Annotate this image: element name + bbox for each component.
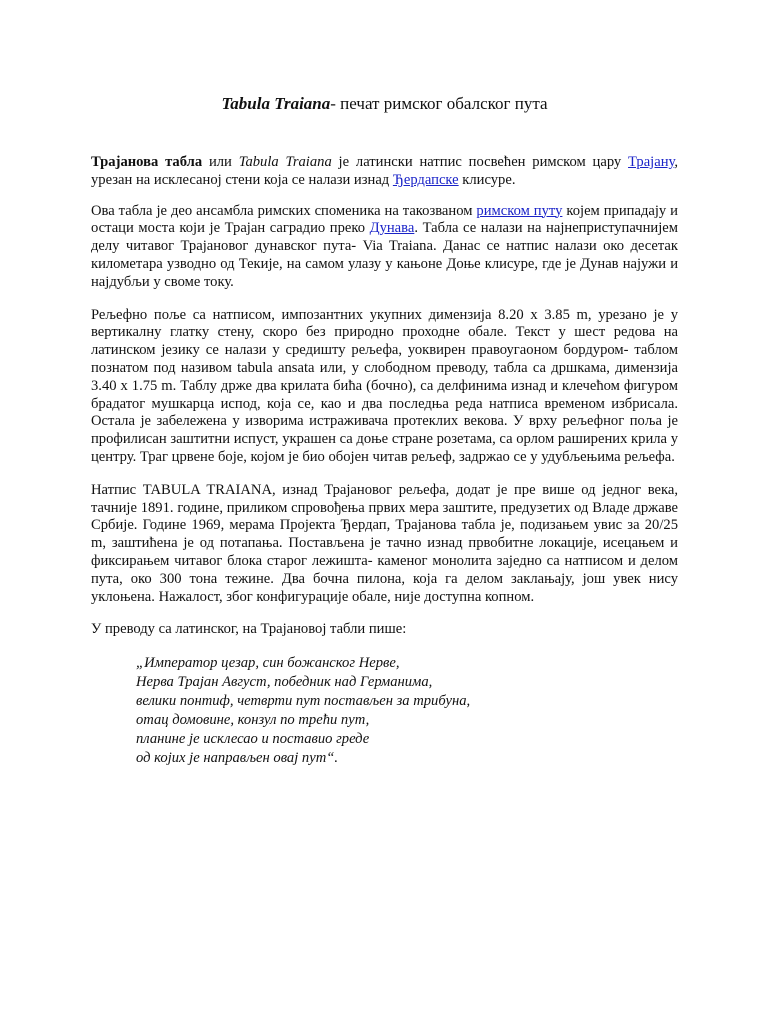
paragraph-inscription: Натпис TABULA TRAIANA, изнад Трајановог рељефа, додат је пре више од једног века, тачније 1891. године, приликом спровођења првих мера заштите, предузетих од Владе државе Србије. Године 1969, мерама Пројекта Ђердап, Трајанова табла је, подизањем увис за 20/25 m, заштићена је од потапања. Постављена је тачно изнад првобитне локације, исецањем и фиксирањем читавог блока старог лежишта- каменог монолита заједно са натписом и делом пута, око 300 тона тежине. Два бочна пилона, која га делом заклањају, још увек нису уклоњена. Нажалост, због конфигурације обале, није доступна копном. (91, 481, 678, 605)
paragraph-intro (91, 154, 678, 190)
intro-text-2: је латински натпис посвећен римском цару (331, 154, 629, 170)
verse-line: Нерва Трајан Август, победник над Германима, (136, 674, 433, 691)
title-rest: - печат римског обалског пута (330, 94, 548, 113)
intro-text-3: , урезан на исклесаној стени која се налази изнад (91, 154, 679, 188)
ensemble-text-2: којем припадају и остаци моста који је Трајан саградио преко (91, 202, 678, 237)
verse-line: велики понтиф, четврти пут постављен за трибуна, (136, 693, 471, 710)
title-italic: Tabula Traiana (221, 94, 331, 113)
verse-line: планине је исклесао и поставио греде (136, 731, 370, 748)
ensemble-text-1: Ова табла је део ансамбла римских споменика на такозваном (91, 202, 477, 219)
ensemble-text-3: . Табла се налази на најнеприступачнијем делу читавог Трајановог дунавског пута- Via Traiana. Данас се натпис налази око десетак километара узводно од Текије, на самом улазу у кањоне Доње клисуре, где је Дунав најужи и најдубљи у своме току. (91, 220, 678, 290)
link-djerdap[interactable]: Ђердапске (392, 171, 459, 188)
intro-text-1: или (202, 154, 239, 170)
paragraph-translation-intro: У преводу са латинског, на Трајановој табли пише: (91, 621, 407, 638)
link-trajan[interactable]: Трајану (628, 154, 675, 170)
document-title (91, 92, 678, 116)
translation-verse (136, 654, 678, 768)
intro-text-4: клисуре. (458, 171, 516, 188)
paragraph-relief: Рељефно поље са натписом, импозантних укупних димензија 8.20 x 3.85 m, урезано је у вертикалну глатку стену, скоро без природно проходне обале. Текст у шест редова на латинском језику се налази у средишту рељефа, уоквирен правоугаоном бордуром- таблом познатом под називом tabula ansata или, у слободном преводу, табла са дршкама, димензија 3.40 x 1.75 m. Таблу држе два крилата бића (бочно), са делфинима изнад и клечећом фигуром брадатог мушкарца испод, која се, као и два последња реда натписа временом избрисала. Остала је забележена у изворима истраживача протеклих векова. У врху рељефног поља је профилисан заштитни испуст, украшен са доње стране розетама, са орлом раширених крила у центру. Траг црвене боје, којом је био обојен читав рељеф, задржао се у удубљењима рељефа. (91, 306, 678, 465)
verse-line: отац домовине, конзул по трећи пут, (136, 712, 370, 729)
paragraph-ensemble (91, 203, 678, 292)
link-danube[interactable]: Дунава (369, 220, 415, 237)
link-roman-road[interactable]: римском путу (476, 202, 563, 219)
intro-italic-term: Tabula Traiana (238, 154, 332, 170)
intro-bold-term: Трајанова табла (91, 154, 203, 170)
verse-line: „Император цезар, син божанског Нерве, (136, 655, 400, 672)
verse-line: од којих је направљен овај пут“. (136, 750, 339, 767)
